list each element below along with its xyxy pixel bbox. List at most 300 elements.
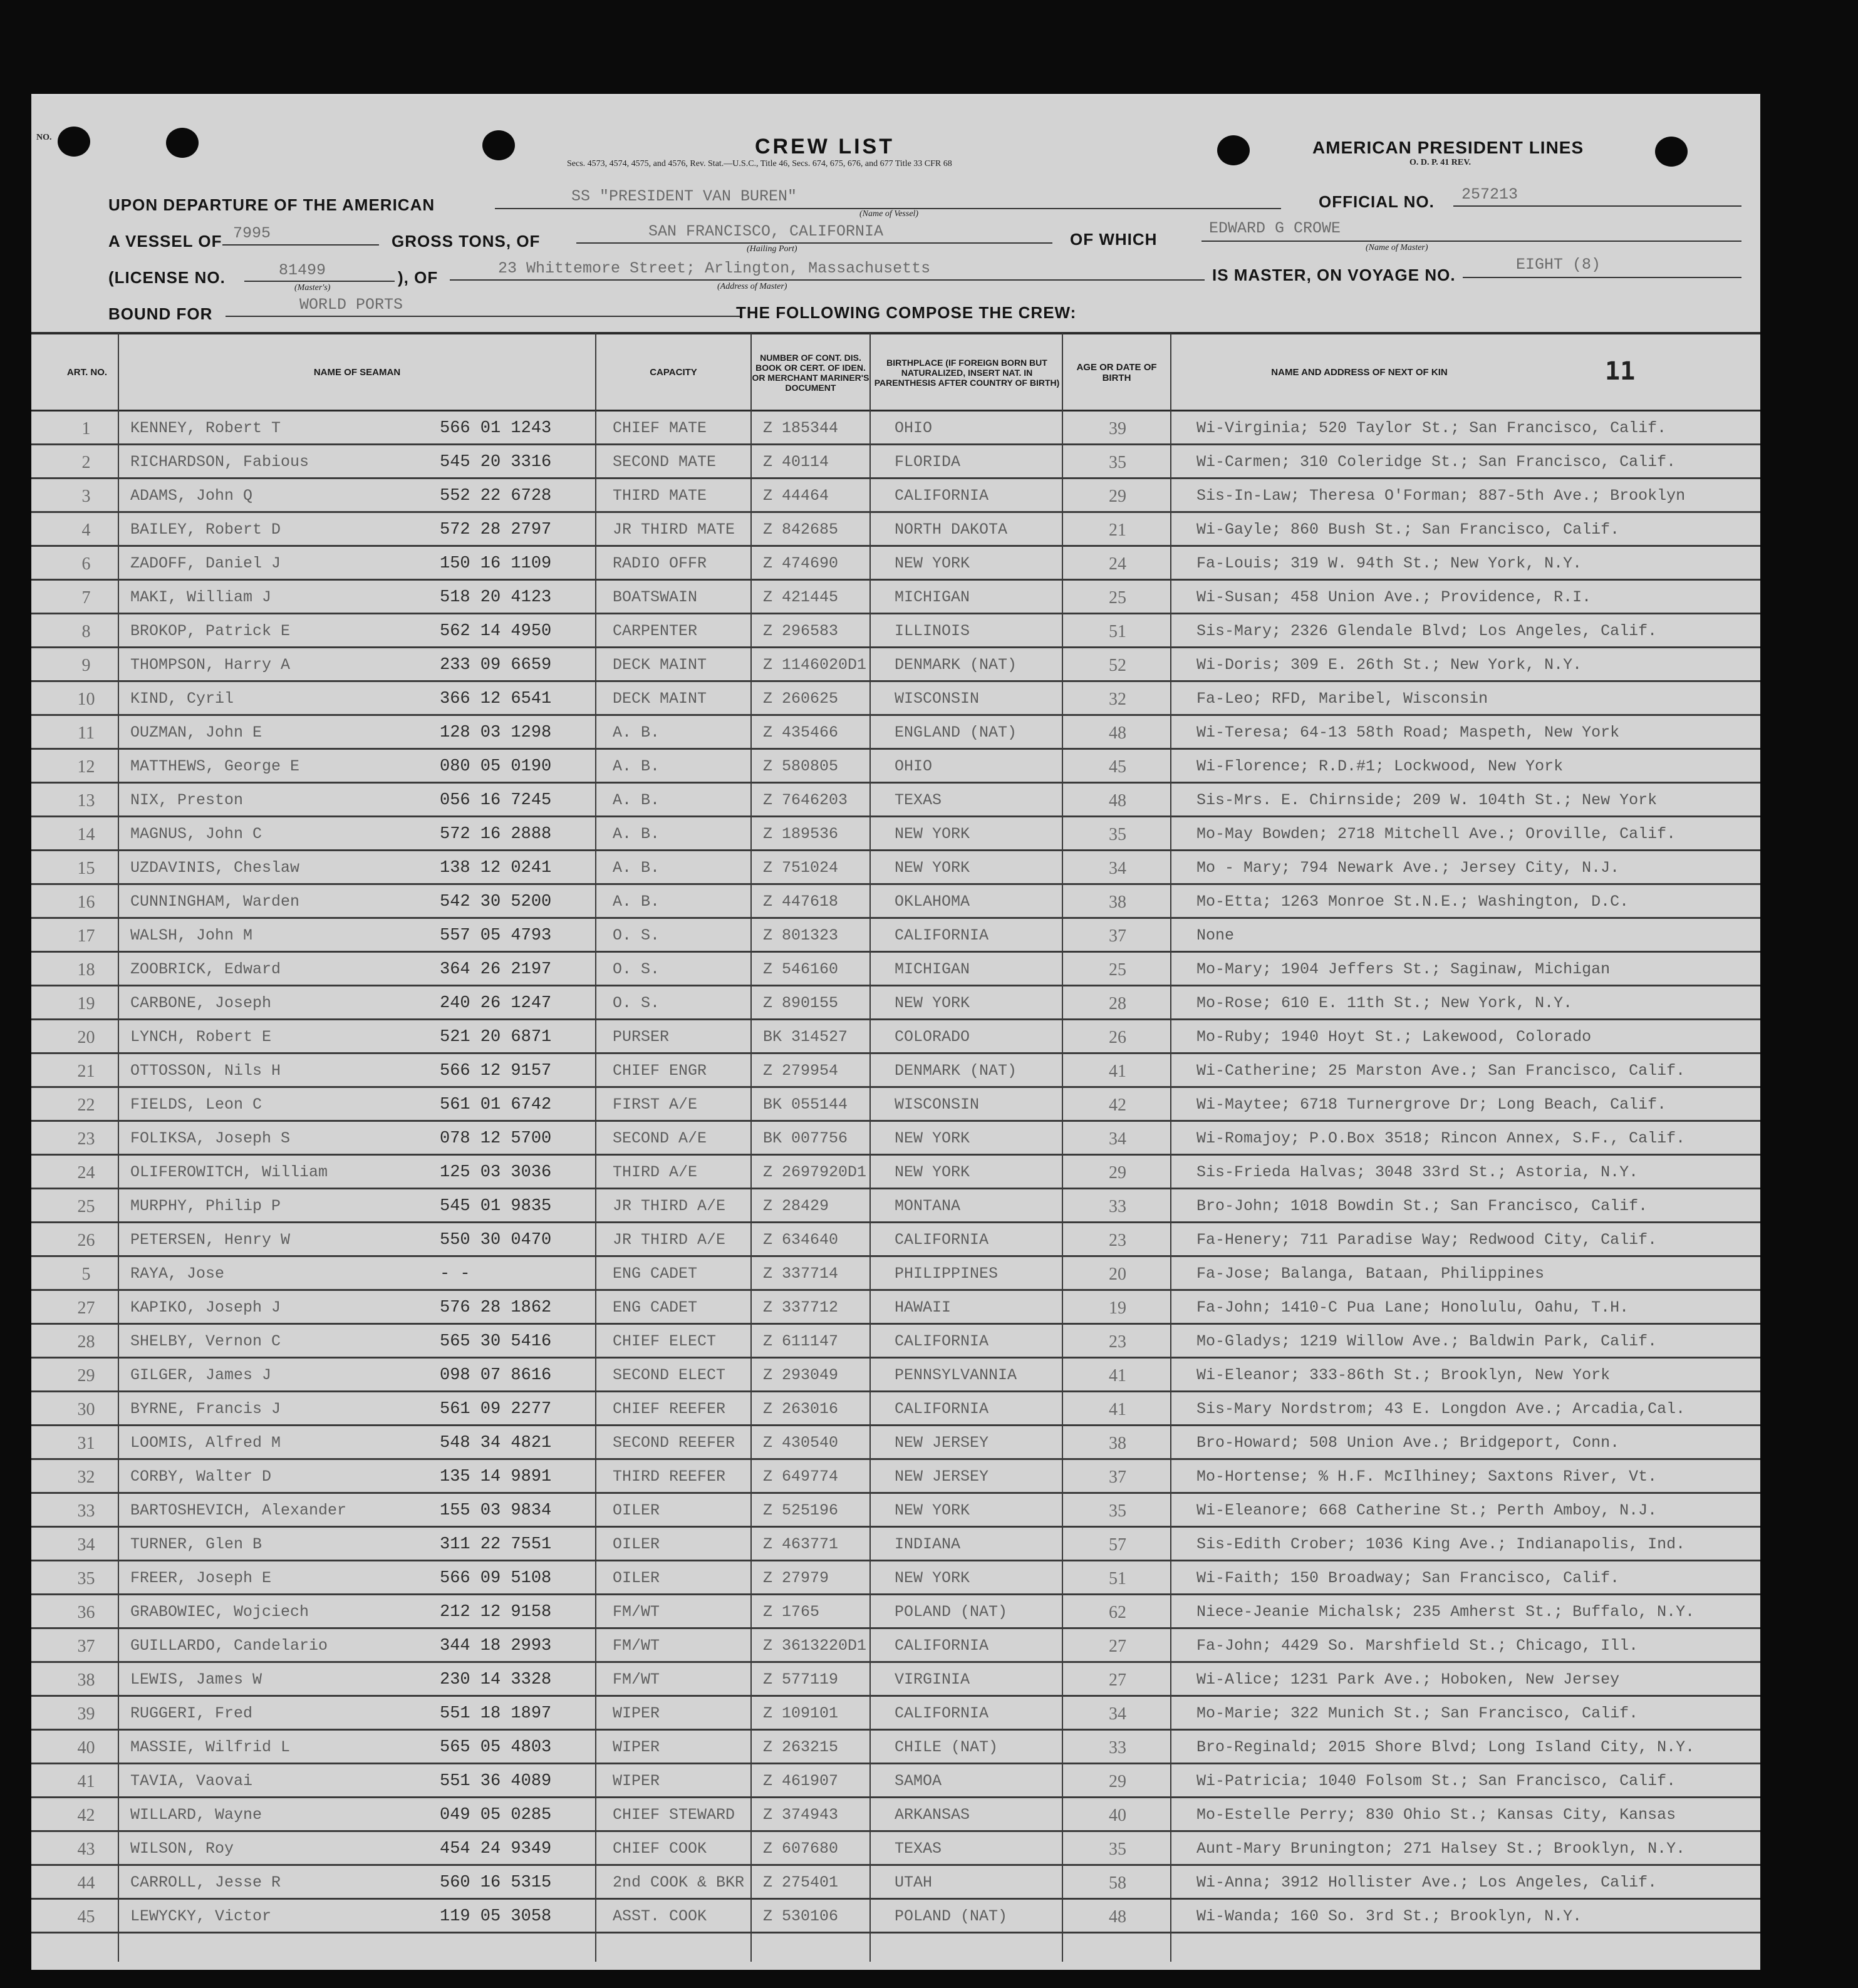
document-number: Z 461907 <box>763 1772 839 1790</box>
next-of-kin: Bro-Reginald; 2015 Shore Blvd; Long Island City, N.Y. <box>1196 1738 1695 1756</box>
table-row <box>31 1561 1760 1595</box>
art-number: 45 <box>77 1907 95 1927</box>
next-of-kin: Wi-Anna; 3912 Hollister Ave.; Los Angeles, Calif. <box>1196 1873 1658 1892</box>
art-number: 26 <box>77 1231 95 1250</box>
birthplace: CALIFORNIA <box>895 1332 989 1350</box>
ssn: 078 12 5700 <box>440 1129 552 1148</box>
age: 38 <box>1109 893 1126 912</box>
ssn: 150 16 1109 <box>440 554 552 573</box>
capacity: A. B. <box>613 723 660 742</box>
document-number: Z 463771 <box>763 1535 839 1553</box>
label-departure: UPON DEPARTURE OF THE AMERICAN <box>108 195 435 214</box>
age: 33 <box>1109 1197 1126 1216</box>
capacity: CHIEF ELECT <box>613 1332 717 1350</box>
age: 23 <box>1109 1231 1126 1250</box>
table-row <box>31 479 1760 513</box>
document-number: Z 189536 <box>763 825 839 843</box>
table-row <box>31 1054 1760 1088</box>
table-row <box>31 1392 1760 1426</box>
capacity: DECK MAINT <box>613 656 707 674</box>
document-number: Z 525196 <box>763 1501 839 1519</box>
underline <box>1463 277 1741 278</box>
document-number: Z 580805 <box>763 757 839 775</box>
seaman-name: SHELBY, Vernon C <box>130 1332 281 1350</box>
next-of-kin: Mo-Hortense; % H.F. McIlhiney; Saxtons River, Vt. <box>1196 1468 1658 1486</box>
birthplace: FLORIDA <box>895 453 961 471</box>
next-of-kin: Sis-Mary Nordstrom; 43 E. Longdon Ave.; Arcadia,Cal. <box>1196 1400 1686 1418</box>
ssn: 454 24 9349 <box>440 1840 552 1858</box>
age: 35 <box>1109 1501 1126 1521</box>
birthplace: SAMOA <box>895 1772 942 1790</box>
next-of-kin: Wi-Alice; 1231 Park Ave.; Hoboken, New Jersey <box>1196 1670 1620 1689</box>
capacity: CHIEF STEWARD <box>613 1806 735 1824</box>
art-number: 30 <box>77 1400 95 1419</box>
art-number: 42 <box>77 1806 95 1825</box>
table-row <box>31 1460 1760 1494</box>
ssn: 135 14 9891 <box>440 1468 552 1486</box>
seaman-name: MURPHY, Philip P <box>130 1197 281 1215</box>
next-of-kin: Niece-Jeanie Michalsk; 235 Amherst St.; Buffalo, N.Y. <box>1196 1603 1695 1621</box>
art-number: 14 <box>77 825 95 844</box>
document-number: Z 296583 <box>763 622 839 640</box>
page-title: CREW LIST <box>755 135 895 158</box>
birthplace: CALIFORNIA <box>895 1231 989 1249</box>
next-of-kin: Sis-Mrs. E. Chirnside; 209 W. 104th St.; New York <box>1196 791 1658 809</box>
next-of-kin: Mo-Estelle Perry; 830 Ohio St.; Kansas City, Kansas <box>1196 1806 1676 1824</box>
table-row <box>31 784 1760 817</box>
birthplace: NEW YORK <box>895 994 970 1012</box>
statute-reference: Secs. 4573, 4574, 4575, and 4576, Rev. Stat.—U.S.C., Title 46, Secs. 674, 675, 676, and 677 Title 33 CFR 68 <box>567 159 952 168</box>
vessel-name: SS "PRESIDENT VAN BUREN" <box>571 187 797 205</box>
underline <box>576 242 1052 244</box>
seaman-name: LOOMIS, Alfred M <box>130 1434 281 1452</box>
punch-hole <box>1217 135 1250 165</box>
ssn: 155 03 9834 <box>440 1501 552 1520</box>
age: 29 <box>1109 487 1126 506</box>
document-number: Z 263016 <box>763 1400 839 1418</box>
document-number: Z 279954 <box>763 1062 839 1080</box>
art-number: 23 <box>77 1129 95 1149</box>
capacity: O. S. <box>613 926 660 945</box>
table-row <box>31 682 1760 716</box>
table-row <box>31 1426 1760 1460</box>
ssn: 119 05 3058 <box>440 1907 552 1926</box>
next-of-kin: Wi-Eleanor; 333-86th St.; Brooklyn, New York <box>1196 1366 1611 1384</box>
ssn: 557 05 4793 <box>440 926 552 945</box>
seaman-name: TURNER, Glen B <box>130 1535 262 1553</box>
capacity: SECOND A/E <box>613 1129 707 1147</box>
birthplace: MICHIGAN <box>895 960 970 978</box>
next-of-kin: Mo-Etta; 1263 Monroe St.N.E.; Washington, D.C. <box>1196 893 1629 911</box>
birthplace: HAWAII <box>895 1298 952 1317</box>
ssn: 566 01 1243 <box>440 419 552 438</box>
table-row <box>31 1731 1760 1764</box>
birthplace: NEW YORK <box>895 1129 970 1147</box>
document-number: Z 634640 <box>763 1231 839 1249</box>
table-row <box>31 1359 1760 1392</box>
seaman-name: WILLARD, Wayne <box>130 1806 262 1824</box>
ssn: 572 28 2797 <box>440 520 552 539</box>
age: 48 <box>1109 1907 1126 1927</box>
capacity: CHIEF REEFER <box>613 1400 726 1418</box>
art-number: 18 <box>77 960 95 980</box>
license-number: 81499 <box>279 261 326 279</box>
document-number: BK 055144 <box>763 1095 848 1114</box>
table-row <box>31 547 1760 581</box>
birthplace: OKLAHOMA <box>895 893 970 911</box>
birthplace: NEW JERSEY <box>895 1468 989 1486</box>
ssn: 233 09 6659 <box>440 656 552 675</box>
capacity: WIPER <box>613 1772 660 1790</box>
age: 27 <box>1109 1670 1126 1690</box>
ssn: 311 22 7551 <box>440 1535 552 1554</box>
table-row <box>31 919 1760 953</box>
next-of-kin: Wi-Florence; R.D.#1; Lockwood, New York <box>1196 757 1564 775</box>
ssn: 128 03 1298 <box>440 723 552 742</box>
birthplace: NORTH DAKOTA <box>895 520 1008 539</box>
document-number: Z 611147 <box>763 1332 839 1350</box>
seaman-name: KENNEY, Robert T <box>130 419 281 437</box>
caption-masters: (Master's) <box>294 283 331 293</box>
table-row <box>31 1764 1760 1798</box>
underline <box>1201 241 1741 242</box>
seaman-name: OUZMAN, John E <box>130 723 262 742</box>
company-name: AMERICAN PRESIDENT LINES <box>1312 138 1584 157</box>
next-of-kin: Mo-Mary; 1904 Jeffers St.; Saginaw, Michigan <box>1196 960 1611 978</box>
ssn: 212 12 9158 <box>440 1603 552 1622</box>
document-number: Z 337712 <box>763 1298 839 1317</box>
age: 35 <box>1109 453 1126 472</box>
seaman-name: LEWYCKY, Victor <box>130 1907 272 1925</box>
label-official-no: OFFICIAL NO. <box>1319 192 1435 211</box>
seaman-name: BYRNE, Francis J <box>130 1400 281 1418</box>
birthplace: CALIFORNIA <box>895 1400 989 1418</box>
ssn: 572 16 2888 <box>440 825 552 844</box>
table-row <box>31 1528 1760 1561</box>
document-number: BK 007756 <box>763 1129 848 1147</box>
art-number: 21 <box>77 1062 95 1081</box>
hailing-port: SAN FRANCISCO, CALIFORNIA <box>648 222 884 241</box>
capacity: SECOND ELECT <box>613 1366 726 1384</box>
age: 25 <box>1109 960 1126 980</box>
document-number: Z 40114 <box>763 453 829 471</box>
voyage-number: EIGHT (8) <box>1516 256 1601 274</box>
document-number: Z 842685 <box>763 520 839 539</box>
ssn: 542 30 5200 <box>440 893 552 911</box>
ssn: 366 12 6541 <box>440 690 552 708</box>
capacity: RADIO OFFR <box>613 554 707 572</box>
age: 37 <box>1109 926 1126 946</box>
ssn: 565 30 5416 <box>440 1332 552 1351</box>
art-number: 4 <box>81 520 91 540</box>
age: 29 <box>1109 1772 1126 1791</box>
next-of-kin: Wi-Gayle; 860 Bush St.; San Francisco, Calif. <box>1196 520 1620 539</box>
master-address: 23 Whittemore Street; Arlington, Massachusetts <box>498 259 931 277</box>
ssn: 056 16 7245 <box>440 791 552 810</box>
art-number: 2 <box>81 453 91 472</box>
capacity: FM/WT <box>613 1670 660 1689</box>
birthplace: NEW YORK <box>895 554 970 572</box>
art-number: 3 <box>81 487 91 506</box>
table-row <box>31 445 1760 479</box>
document-number: BK 314527 <box>763 1028 848 1046</box>
document-number: Z 1765 <box>763 1603 820 1621</box>
seaman-name: GUILLARDO, Candelario <box>130 1637 328 1655</box>
header-capacity: CAPACITY <box>650 367 697 378</box>
seaman-name: WALSH, John M <box>130 926 253 945</box>
seaman-name: PETERSEN, Henry W <box>130 1231 291 1249</box>
document-number: Z 435466 <box>763 723 839 742</box>
corner-mark: NO. <box>36 133 52 142</box>
document-number: Z 293049 <box>763 1366 839 1384</box>
capacity: THIRD A/E <box>613 1163 698 1181</box>
next-of-kin: Fa-Jose; Balanga, Bataan, Philippines <box>1196 1265 1545 1283</box>
ssn: - - <box>440 1265 470 1283</box>
document-number: Z 447618 <box>763 893 839 911</box>
document-number: Z 260625 <box>763 690 839 708</box>
capacity: OILER <box>613 1535 660 1553</box>
art-number: 12 <box>77 757 95 777</box>
art-number: 33 <box>77 1501 95 1521</box>
seaman-name: CARROLL, Jesse R <box>130 1873 281 1892</box>
capacity: A. B. <box>613 757 660 775</box>
label-voyage: IS MASTER, ON VOYAGE NO. <box>1212 266 1456 284</box>
header-name: NAME OF SEAMAN <box>313 367 401 378</box>
document-number: Z 337714 <box>763 1265 839 1283</box>
ssn: 562 14 4950 <box>440 622 552 641</box>
seaman-name: RAYA, Jose <box>130 1265 225 1283</box>
document-number: Z 649774 <box>763 1468 839 1486</box>
next-of-kin: Fa-John; 4429 So. Marshfield St.; Chicago, Ill. <box>1196 1637 1639 1655</box>
age: 41 <box>1109 1366 1126 1385</box>
document-number: Z 607680 <box>763 1840 839 1858</box>
capacity: ENG CADET <box>613 1265 698 1283</box>
capacity: CHIEF ENGR <box>613 1062 707 1080</box>
header-document: NUMBER OF CONT. DIS. BOOK OR CERT. OF IDEN. OR MERCHANT MARINER'S DOCUMENT <box>752 352 869 393</box>
age: 48 <box>1109 791 1126 810</box>
next-of-kin: Wi-Susan; 458 Union Ave.; Providence, R.I. <box>1196 588 1592 606</box>
art-number: 20 <box>77 1028 95 1047</box>
table-row <box>31 412 1760 445</box>
ssn: 551 36 4089 <box>440 1772 552 1791</box>
table-row <box>31 1595 1760 1629</box>
seaman-name: BROKOP, Patrick E <box>130 622 291 640</box>
next-of-kin: Mo-Ruby; 1940 Hoyt St.; Lakewood, Colorado <box>1196 1028 1592 1046</box>
birthplace: INDIANA <box>895 1535 961 1553</box>
caption-address: (Address of Master) <box>717 282 787 291</box>
header-birthplace: BIRTHPLACE (IF FOREIGN BORN BUT NATURALIZED, INSERT NAT. IN PARENTHESIS AFTER COUNTRY OF BIRTH) <box>874 357 1060 388</box>
table-row <box>31 1798 1760 1832</box>
art-number: 40 <box>77 1738 95 1758</box>
next-of-kin: Wi-Patricia; 1040 Folsom St.; San Francisco, Calif. <box>1196 1772 1676 1790</box>
birthplace: NEW YORK <box>895 859 970 877</box>
age: 41 <box>1109 1062 1126 1081</box>
age: 62 <box>1109 1603 1126 1622</box>
ssn: 566 09 5108 <box>440 1569 552 1588</box>
next-of-kin: Wi-Teresa; 64-13 58th Road; Maspeth, New York <box>1196 723 1620 742</box>
capacity: OILER <box>613 1569 660 1587</box>
label-of-which: OF WHICH <box>1070 230 1158 249</box>
document-number: Z 421445 <box>763 588 839 606</box>
capacity: A. B. <box>613 791 660 809</box>
capacity: FM/WT <box>613 1637 660 1655</box>
art-number: 17 <box>77 926 95 946</box>
age: 41 <box>1109 1400 1126 1419</box>
capacity: JR THIRD A/E <box>613 1197 726 1215</box>
art-number: 28 <box>77 1332 95 1352</box>
next-of-kin: Wi-Doris; 309 E. 26th St.; New York, N.Y. <box>1196 656 1582 674</box>
table-row <box>31 1494 1760 1528</box>
underline <box>226 316 742 317</box>
next-of-kin: Mo - Mary; 794 Newark Ave.; Jersey City, N.J. <box>1196 859 1620 877</box>
capacity: ASST. COOK <box>613 1907 707 1925</box>
ssn: 545 20 3316 <box>440 453 552 472</box>
table-row <box>31 1832 1760 1866</box>
age: 34 <box>1109 859 1126 878</box>
birthplace: ARKANSAS <box>895 1806 970 1824</box>
next-of-kin: Fa-Louis; 319 W. 94th St.; New York, N.Y. <box>1196 554 1582 572</box>
ssn: 098 07 8616 <box>440 1366 552 1385</box>
art-number: 44 <box>77 1873 95 1893</box>
seaman-name: MATTHEWS, George E <box>130 757 300 775</box>
caption-master: (Name of Master) <box>1366 243 1428 252</box>
art-number: 22 <box>77 1095 95 1115</box>
age: 28 <box>1109 994 1126 1013</box>
art-number: 39 <box>77 1704 95 1724</box>
next-of-kin: Sis-Edith Crober; 1036 King Ave.; Indianapolis, Ind. <box>1196 1535 1686 1553</box>
underline <box>222 244 379 246</box>
birthplace: MICHIGAN <box>895 588 970 606</box>
next-of-kin: Mo-Gladys; 1219 Willow Ave.; Baldwin Park, Calif. <box>1196 1332 1658 1350</box>
gross-tons: 7995 <box>233 224 271 242</box>
table-row <box>31 1629 1760 1663</box>
table-row <box>31 1223 1760 1257</box>
label-following: THE FOLLOWING COMPOSE THE CREW: <box>736 303 1077 322</box>
table-top-border <box>31 332 1760 334</box>
table-row <box>31 1866 1760 1900</box>
seaman-name: KIND, Cyril <box>130 690 234 708</box>
ssn: 550 30 0470 <box>440 1231 552 1250</box>
age: 34 <box>1109 1129 1126 1149</box>
age: 37 <box>1109 1468 1126 1487</box>
seaman-name: MAKI, William J <box>130 588 272 606</box>
document-number: Z 44464 <box>763 487 829 505</box>
capacity: PURSER <box>613 1028 670 1046</box>
next-of-kin: Fa-Henery; 711 Paradise Way; Redwood City, Calif. <box>1196 1231 1658 1249</box>
table-row <box>31 953 1760 986</box>
table-row <box>31 1697 1760 1731</box>
art-number: 24 <box>77 1163 95 1183</box>
official-number: 257213 <box>1461 185 1518 204</box>
next-of-kin: Wi-Catherine; 25 Marston Ave.; San Francisco, Calif. <box>1196 1062 1686 1080</box>
table-row <box>31 1663 1760 1697</box>
ssn: 565 05 4803 <box>440 1738 552 1757</box>
capacity: O. S. <box>613 994 660 1012</box>
seaman-name: GILGER, James J <box>130 1366 272 1384</box>
age: 57 <box>1109 1535 1126 1555</box>
age: 38 <box>1109 1434 1126 1453</box>
seaman-name: ZOOBRICK, Edward <box>130 960 281 978</box>
age: 29 <box>1109 1163 1126 1183</box>
ssn: 560 16 5315 <box>440 1873 552 1892</box>
birthplace: ENGLAND (NAT) <box>895 723 1017 742</box>
ssn: 548 34 4821 <box>440 1434 552 1452</box>
ssn: 552 22 6728 <box>440 487 552 505</box>
art-number: 38 <box>77 1670 95 1690</box>
ssn: 080 05 0190 <box>440 757 552 776</box>
art-number: 35 <box>77 1569 95 1588</box>
age: 51 <box>1109 1569 1126 1588</box>
seaman-name: MAGNUS, John C <box>130 825 262 843</box>
birthplace: TEXAS <box>895 1840 942 1858</box>
document-number: Z 27979 <box>763 1569 829 1587</box>
table-row <box>31 885 1760 919</box>
capacity: OILER <box>613 1501 660 1519</box>
capacity: THIRD MATE <box>613 487 707 505</box>
seaman-name: BAILEY, Robert D <box>130 520 281 539</box>
age: 58 <box>1109 1873 1126 1893</box>
age: 24 <box>1109 554 1126 574</box>
art-number: 29 <box>77 1366 95 1385</box>
table-row <box>31 817 1760 851</box>
age: 32 <box>1109 690 1126 709</box>
next-of-kin: Mo-Rose; 610 E. 11th St.; New York, N.Y. <box>1196 994 1573 1012</box>
seaman-name: MASSIE, Wilfrid L <box>130 1738 291 1756</box>
ssn: 125 03 3036 <box>440 1163 552 1182</box>
table-row <box>31 513 1760 547</box>
capacity: O. S. <box>613 960 660 978</box>
underline <box>450 279 1205 281</box>
age: 35 <box>1109 825 1126 844</box>
art-number: 25 <box>77 1197 95 1216</box>
capacity: 2nd COOK & BKR <box>613 1873 745 1892</box>
table-row <box>31 1122 1760 1156</box>
next-of-kin: Wi-Maytee; 6718 Turnergrove Dr; Long Beach, Calif. <box>1196 1095 1667 1114</box>
next-of-kin: Mo-May Bowden; 2718 Mitchell Ave.; Oroville, Calif. <box>1196 825 1676 843</box>
capacity: WIPER <box>613 1738 660 1756</box>
next-of-kin: None <box>1196 926 1235 945</box>
next-of-kin: Wi-Virginia; 520 Taylor St.; San Francisco, Calif. <box>1196 419 1667 437</box>
table-row <box>31 716 1760 750</box>
header-next-of-kin: NAME AND ADDRESS OF NEXT OF KIN <box>1271 367 1448 378</box>
birthplace: WISCONSIN <box>895 690 980 708</box>
birthplace: COLORADO <box>895 1028 970 1046</box>
seaman-name: THOMPSON, Harry A <box>130 656 291 674</box>
next-of-kin: Sis-In-Law; Theresa O'Forman; 887-5th Ave.; Brooklyn <box>1196 487 1686 505</box>
ssn: 344 18 2993 <box>440 1637 552 1655</box>
form-number: O. D. P. 41 REV. <box>1409 158 1471 167</box>
document-number: Z 751024 <box>763 859 839 877</box>
document-number: Z 801323 <box>763 926 839 945</box>
ssn: 364 26 2197 <box>440 960 552 979</box>
table-row <box>31 1088 1760 1122</box>
seaman-name: RICHARDSON, Fabious <box>130 453 309 471</box>
next-of-kin: Wi-Carmen; 310 Coleridge St.; San Francisco, Calif. <box>1196 453 1676 471</box>
age: 27 <box>1109 1637 1126 1656</box>
capacity: WIPER <box>613 1704 660 1722</box>
capacity: A. B. <box>613 825 660 843</box>
document-number: Z 28429 <box>763 1197 829 1215</box>
birthplace: DENMARK (NAT) <box>895 656 1017 674</box>
capacity: ENG CADET <box>613 1298 698 1317</box>
birthplace: NEW YORK <box>895 1501 970 1519</box>
birthplace: NEW YORK <box>895 1569 970 1587</box>
age: 26 <box>1109 1028 1126 1047</box>
birthplace: TEXAS <box>895 791 942 809</box>
caption-hailing: (Hailing Port) <box>747 244 797 254</box>
document-number: Z 1146020D1 <box>763 656 867 674</box>
document-number: Z 185344 <box>763 419 839 437</box>
